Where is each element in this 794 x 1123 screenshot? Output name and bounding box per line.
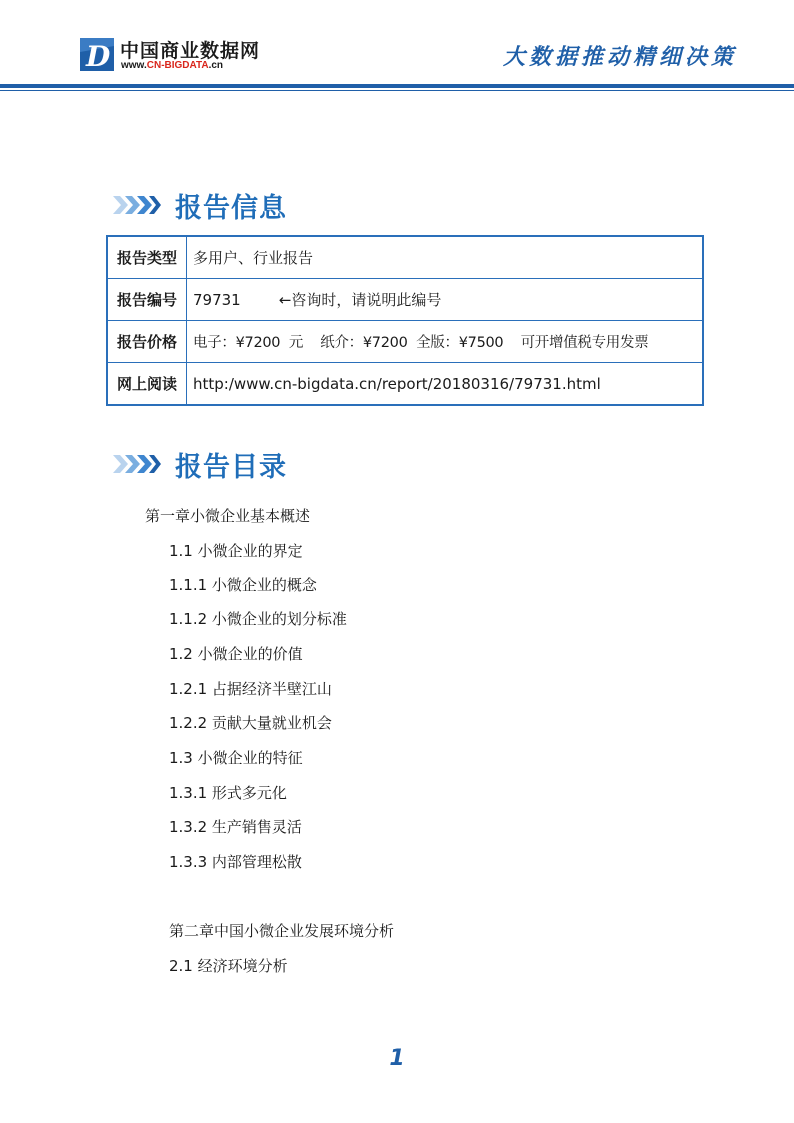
toc-item: 1.3.1 形式多元化 bbox=[169, 784, 287, 802]
logo-letter: D bbox=[86, 40, 111, 71]
table-row bbox=[107, 321, 703, 363]
logo-url-brand: CN-BIGDATA bbox=[146, 60, 209, 71]
toc-chapter: 第二章中国小微企业发展环境分析 bbox=[169, 922, 395, 940]
row-value: 电子：¥7200 元 纸介：¥7200 全版：¥7500 可开增值税专用发票 bbox=[187, 321, 704, 363]
toc-item: 1.1.2 小微企业的划分标准 bbox=[169, 610, 347, 628]
toc-item: 1.1.1 小微企业的概念 bbox=[169, 576, 317, 594]
table-row bbox=[107, 363, 703, 406]
header-rule bbox=[0, 84, 794, 88]
toc-item: 1.2.1 占据经济半壁江山 bbox=[169, 680, 332, 698]
report-url-link[interactable]: http:/www.cn-bigdata.cn/report/20180316/79731.html bbox=[187, 363, 704, 406]
page-number: 1 bbox=[389, 1046, 405, 1071]
row-label: 报告编号 bbox=[107, 279, 187, 321]
logo-icon bbox=[80, 38, 114, 71]
chevrons-icon bbox=[113, 453, 161, 475]
info-section-heading bbox=[113, 185, 287, 225]
row-value: 79731 ←咨询时，请说明此编号 bbox=[187, 279, 704, 321]
toc-item: 1.3 小微企业的特征 bbox=[169, 749, 303, 767]
chevrons-icon bbox=[113, 194, 161, 216]
row-value: 多用户、行业报告 bbox=[187, 236, 704, 279]
toc-item: 1.2 小微企业的价值 bbox=[169, 645, 303, 663]
toc-item: 1.3.2 生产销售灵活 bbox=[169, 818, 302, 836]
row-label: 网上阅读 bbox=[107, 363, 187, 406]
toc-item: 1.1 小微企业的界定 bbox=[169, 542, 303, 560]
logo-name: 中国商业数据网 bbox=[120, 40, 261, 62]
toc-item: 1.3.3 内部管理松散 bbox=[169, 853, 302, 871]
row-label: 报告类型 bbox=[107, 236, 187, 279]
report-info-table bbox=[106, 235, 704, 406]
logo-url-prefix: www. bbox=[121, 60, 147, 71]
toc-item: 1.2.2 贡献大量就业机会 bbox=[169, 714, 332, 732]
table-row bbox=[107, 279, 703, 321]
toc-chapter: 第一章小微企业基本概述 bbox=[145, 507, 311, 525]
page-header bbox=[0, 0, 794, 90]
info-section-title: 报告信息 bbox=[175, 192, 287, 224]
slogan: 大数据推动精细决策 bbox=[503, 44, 738, 70]
toc-item: 2.1 经济环境分析 bbox=[169, 957, 288, 975]
logo-url bbox=[121, 60, 223, 71]
table-row bbox=[107, 236, 703, 279]
row-label: 报告价格 bbox=[107, 321, 187, 363]
header-rule-thin bbox=[0, 90, 794, 91]
logo-url-suffix: .cn bbox=[208, 60, 224, 71]
toc-section-title: 报告目录 bbox=[175, 451, 287, 483]
toc-section-heading bbox=[113, 444, 287, 484]
